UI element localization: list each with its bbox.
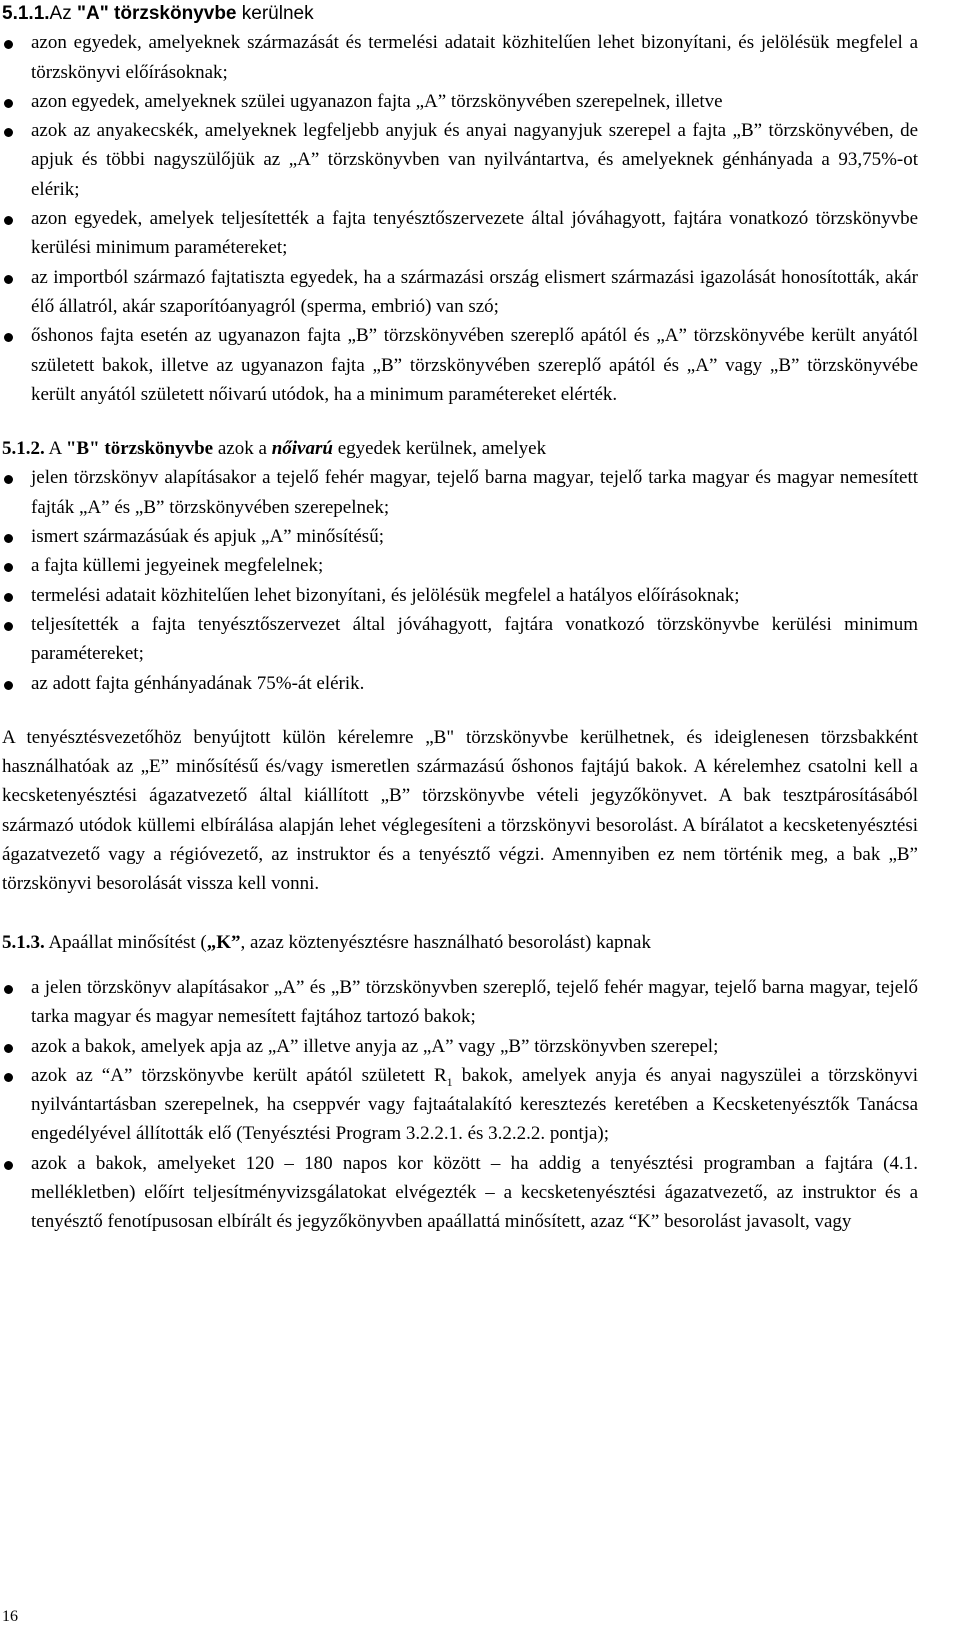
section-title-pre: A <box>44 438 66 460</box>
list-k-minosites <box>2 973 918 1237</box>
section-title-post: , azaz köztenyésztésre használható besorolást) kapnak <box>240 931 651 953</box>
bullet-icon <box>4 1073 13 1082</box>
body-paragraph: A tenyésztésvezetőhöz benyújtott külön kérelemre „B" törzskönyvbe kerülhetnek, és ideiglenesen törzsbakként használhatóak az „E” minősítésű és/vagy ismeretlen származású őshonos fajtájú bakok. A kérelemhez csatolni kell a kecsketenyésztési ágazatvezető által kiállított „B” törzskönyvbe vételi jegyzőkönyvet. A bak tesztpárosításából származó utódok küllemi elbírálása alapján lehet véglegesíteni a törzskönyvi besorolást. A bírálatot a kecsketenyésztési ágazatvezető vagy a régióvezető, az instruktor és a tenyésztő végzi. Amennyiben ez nem történik meg, a bak „B” törzskönyvi besorolását vissza kell vonni. <box>2 726 918 895</box>
list-item: ismert származásúak és apjuk „A” minősítésű; <box>2 522 918 551</box>
bullet-icon <box>4 681 13 690</box>
list-item: őshonos fajta esetén az ugyanazon fajta „B” törzskönyvében szereplő apától és „A” törzskönyvébe került anyától született bakok, illetve az ugyanazon fajta „B” törzskönyvében szereplő apától és „A” vagy „B” törzskönyvébe került anyától született nőivarú utódok, ha a minimum paramétereket elérték. <box>2 321 918 409</box>
section-title-bold: „K” <box>206 931 241 953</box>
section-heading-5-1-3 <box>2 928 918 957</box>
page-number: 16 <box>2 1608 18 1625</box>
section-title-pre: Apaállat minősítést ( <box>44 931 207 953</box>
bullet-icon <box>4 475 13 484</box>
bullet-icon <box>4 40 13 49</box>
bullet-icon <box>4 1044 13 1053</box>
list-item: jelen törzskönyv alapításakor a tejelő fehér magyar, tejelő barna magyar, tejelő tarka magyar és magyar nemesített fajták „A” és „B” törzskönyvében szerepelnek; <box>2 463 918 522</box>
list-item: az importból származó fajtatiszta egyedek, ha a származási ország elismert származási igazolását honosították, akár élő állatról, akár szaporítóanyagról (sperma, embrió) van szó; <box>2 263 918 322</box>
section-title-pre: Az <box>49 3 77 24</box>
spacer <box>2 957 918 973</box>
section-title-bold: "B" törzskönyvbe <box>65 438 214 460</box>
list-item: azok az anyakecskék, amelyeknek legfeljebb anyjuk és anyai nagyanyjuk szerepel a fajta „B” törzskönyvében, de apjuk és többi nagyszülőjük az „A” törzskönyvben van nyilvántartva, és amelyeknek génhányada a 93,75%-ot elérik; <box>2 116 918 204</box>
list-b-torzskonyv <box>2 463 918 697</box>
list-item: a jelen törzskönyv alapításakor „A” és „B” törzskönyvben szereplő, tejelő fehér magyar, tejelő barna magyar, tejelő tarka magyar és magyar nemesített fajtához tartozó bakok; <box>2 973 918 1032</box>
bullet-icon <box>4 128 13 137</box>
list-item: termelési adatait közhitelűen lehet bizonyítani, és jelölésük megfelel a hatályos előírásoknak; <box>2 581 918 610</box>
section-title-post: egyedek kerülnek, amelyek <box>332 438 547 460</box>
section-title-mid: azok a <box>213 438 272 460</box>
bullet-icon <box>4 99 13 108</box>
section-heading-5-1-2 <box>2 434 918 463</box>
section-number: 5.1.1. <box>2 3 50 24</box>
bullet-icon <box>4 216 13 225</box>
list-item: a fajta küllemi jegyeinek megfelelnek; <box>2 551 918 580</box>
section-number: 5.1.2. <box>2 438 45 460</box>
bullet-icon <box>4 622 13 631</box>
section-number: 5.1.3. <box>2 931 45 953</box>
list-item: azon egyedek, amelyeknek származását és termelési adatait közhitelűen lehet bizonyítani, és jelölésük megfelel a törzskönyvi előírásoknak; <box>2 28 918 87</box>
list-item: azok a bakok, amelyeket 120 – 180 napos kor között – ha addig a tenyésztési programban a fajtára (4.1. mellékletben) előírt teljesítményvizsgálatokat elvégezték – a kecsketenyésztési ágazatvezető, az instruktor és a tenyésztő fenotípusosan elbírált és jegyzőkönyvben apaállattá minősített, azaz “K” besorolást javasolt, vagy <box>2 1149 918 1237</box>
section-title-post: kerülnek <box>236 3 314 24</box>
section-title-bold: "A" törzskönyvbe <box>77 3 237 24</box>
spacer <box>2 409 918 434</box>
bullet-icon <box>4 593 13 602</box>
bullet-icon <box>4 1161 13 1170</box>
bullet-icon <box>4 333 13 342</box>
bullet-icon <box>4 534 13 543</box>
bullet-icon <box>4 275 13 284</box>
list-item: azon egyedek, amelyek teljesítették a fajta tenyésztőszervezete által jóváhagyott, fajtára vonatkozó törzskönyvbe kerülési minimum paramétereket; <box>2 204 918 263</box>
section-heading-5-1-1 <box>2 0 918 28</box>
section-title-bold-italic: nőivarú <box>271 438 333 460</box>
list-item: azon egyedek, amelyeknek szülei ugyanazon fajta „A” törzskönyvében szerepelnek, illetve <box>2 87 918 116</box>
list-a-torzskonyv <box>2 28 918 409</box>
bullet-icon <box>4 563 13 572</box>
list-item: az adott fajta génhányadának 75%-át elérik. <box>2 669 918 698</box>
document-content <box>2 0 918 1237</box>
spacer <box>2 698 918 723</box>
bullet-icon <box>4 985 13 994</box>
list-item: teljesítették a fajta tenyésztőszervezet által jóváhagyott, fajtára vonatkozó törzskönyvbe kerülési minimum paramétereket; <box>2 610 918 669</box>
spacer <box>2 899 918 928</box>
list-item: azok az “A” törzskönyvbe került apától született $R_1$ bakok, amelyek anyja és anyai nagyszülei a törzskönyvi nyilvántartásban szerepelnek, ha cseppvér vagy fajtaátalakító keresztezés keretében a Kecsketenyésztők Tanácsa engedélyével állították elő (Tenyésztési Program 3.2.2.1. és 3.2.2.2. pontja); <box>2 1061 918 1149</box>
list-item: azok a bakok, amelyek apja az „A” illetve anyja az „A” vagy „B” törzskönyvben szerepel; <box>2 1032 918 1061</box>
subscript: 1 <box>446 1074 453 1089</box>
